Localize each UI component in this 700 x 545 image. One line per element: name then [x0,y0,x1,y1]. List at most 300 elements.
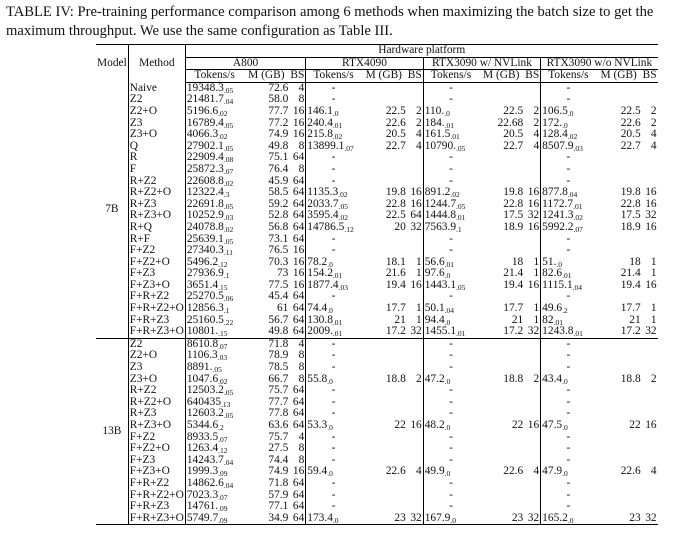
memory-cell [361,118,407,130]
cell-value: 16 [292,129,305,141]
cell-value: 49.8 [268,326,289,338]
cell-std: .0 [327,306,333,315]
cell-std: .03 [573,143,583,153]
batch-size-cell [407,118,423,130]
tokens-cell [185,257,243,269]
tokens-cell [423,82,478,94]
cell-value: 16 [645,198,657,210]
cell-std: .02 [218,132,228,141]
cell-value: - [449,362,453,374]
batch-size-cell [407,268,423,280]
cell-value: 32 [645,512,657,524]
method-cell: Q [128,141,185,153]
memory-cell [478,199,524,211]
batch-size-cell [642,129,658,141]
cell-std: .0 [332,108,339,118]
cell-value: 22.8 [503,198,524,210]
tokens-cell [185,374,243,386]
cell-value: 5992.2 [542,221,574,233]
memory-cell [478,176,524,188]
tokens-cell [306,432,361,444]
header-model: Model [96,45,128,83]
header-platform-rtx3090-nvlink: RTX3090 w/ NVLink [423,57,540,70]
cell-std: .07 [573,224,583,234]
cell-value: 215.8 [307,129,333,141]
tokens-cell [423,501,478,513]
tokens-cell [541,490,596,502]
cell-value: 1 [416,256,422,268]
batch-size-cell [407,466,423,478]
cell-value: - [449,408,453,420]
cell-value: 128.4 [542,129,568,141]
cell-value: 66.7 [268,373,289,385]
method-cell: F+R+Z3 [128,315,185,327]
memory-cell [478,268,524,280]
cell-value: 57.9 [268,489,289,501]
cell-value: - [331,489,336,501]
batch-size-cell [289,291,305,303]
cell-value: 77.7 [268,396,289,408]
batch-size-cell [524,82,540,94]
tokens-cell [185,303,243,315]
batch-size-cell [407,350,423,362]
tokens-cell [306,199,361,211]
tokens-cell [423,291,478,303]
memory-cell [361,94,407,106]
tokens-cell [423,513,478,525]
cell-value: 22.7 [503,140,524,152]
method-cell: R+Z2+O [128,397,185,409]
cell-value: - [566,385,571,397]
tokens-cell [185,245,243,257]
cell-value: 8 [298,443,305,455]
memory-cell [478,164,524,176]
batch-size-cell [289,443,305,455]
cell-value: 173.4 [307,512,333,524]
method-cell: Z3 [128,118,185,130]
method-cell: Z2 [128,338,185,350]
batch-size-cell [642,397,658,409]
cell-std: .03 [223,213,234,222]
batch-size-cell [524,280,540,292]
cell-value: 25872.3 [186,163,224,175]
batch-size-cell [407,408,423,420]
tokens-cell [541,94,596,106]
cell-value: 74.4 [268,454,289,466]
cell-std: .01 [332,120,343,130]
tokens-cell [423,466,478,478]
method-cell: R+Z3 [128,199,185,211]
tokens-cell [423,420,478,432]
memory-cell [478,397,524,409]
tokens-cell [185,362,243,374]
batch-size-cell [524,164,540,176]
tokens-cell [306,501,361,513]
tokens-cell [306,82,361,94]
cell-value: 8 [298,373,305,385]
memory-cell [361,141,407,153]
method-cell: R+Q [128,222,185,234]
method-cell: R+Z2 [128,385,185,397]
tokens-cell [306,397,361,409]
cell-value: 27340.3 [186,245,224,257]
cell-value: 63.6 [268,420,289,431]
cell-value: 130.8 [307,314,333,326]
cell-value: 16789.4 [186,117,224,129]
memory-cell [478,420,524,432]
cell-value: 16 [527,198,540,210]
cell-value: 1444.8 [424,210,457,222]
method-cell: Naive [128,82,185,94]
batch-size-cell [524,210,540,222]
cell-value: - [449,163,453,175]
cell-std: .2 [218,423,224,432]
table-row [96,118,658,130]
batch-size-cell [407,291,423,303]
tokens-cell [185,141,243,153]
cell-std: .02 [567,132,578,141]
table-row [96,82,658,94]
cell-value: 71.8 [268,477,289,489]
cell-value: 94.4 [424,314,445,326]
tokens-cell [423,315,478,327]
memory-cell [478,187,524,199]
memory-cell [596,106,642,118]
cell-value: 167.9 [424,512,451,524]
cell-std: .01 [562,271,572,280]
batch-size-header: BS [642,69,657,82]
cell-value: 1115.1 [542,279,573,291]
tokens-cell [306,513,361,525]
memory-cell [243,315,289,327]
tokens-cell [306,222,361,234]
memory-cell [478,303,524,315]
cell-value: 17.2 [503,326,524,338]
tokens-cell [306,280,361,292]
method-cell: F+R+Z3+O [129,512,184,524]
cell-value: 22.6 [385,117,406,129]
table-row [96,501,658,513]
memory-cell [478,222,524,234]
cell-value: 16 [292,279,305,291]
cell-value: 73 [276,268,289,280]
table-row [96,152,658,164]
memory-cell [243,106,289,118]
cell-value: 22.7 [385,140,406,152]
memory-cell [243,513,289,525]
batch-size-cell [642,94,658,106]
cell-value: - [331,245,336,257]
cell-std: .0 [567,108,574,118]
cell-value: - [566,152,571,164]
memory-cell [596,501,642,513]
cell-value: - [449,396,453,408]
cell-value: 16 [645,420,657,431]
cell-value: 1999.3 [186,466,219,478]
table-row [96,374,658,386]
table-row [96,257,658,269]
cell-value: 18.8 [503,373,524,385]
memory-cell [243,385,289,397]
method-cell: R+Z3+O [128,420,185,432]
batch-size-cell [289,210,305,222]
memory-cell [361,455,407,467]
batch-size-cell [524,268,540,280]
memory-cell [361,303,407,315]
cell-value: - [449,489,453,501]
cell-value: - [566,477,571,489]
batch-size-cell [642,374,658,386]
cell-std: .05 [456,282,466,292]
tokens-cell [541,455,596,467]
memory-cell [478,106,524,118]
batch-size-cell [289,501,305,513]
cell-value: 22.6 [620,466,641,478]
cell-value: 1243.8 [542,326,574,338]
batch-size-cell [642,199,658,211]
cell-value: 51. [542,256,557,268]
memory-cell [596,455,642,467]
batch-size-cell [642,455,658,467]
method-cell: F+Z3 [128,268,185,280]
batch-size-cell [642,350,658,362]
memory-cell [596,257,642,269]
cell-std: .0 [567,515,574,525]
table-row [96,176,658,188]
cell-std: .01 [456,213,466,222]
cell-value: 45.9 [268,175,289,187]
memory-cell [596,118,642,130]
cell-std: .12 [218,259,228,269]
tokens-cell [423,408,478,420]
method-cell: F+Z3+O [128,280,185,292]
cell-value: 16 [292,268,305,280]
memory-cell [243,490,289,502]
memory-cell [596,385,642,397]
cell-value: 16 [527,187,540,199]
method-cell: Z2 [128,94,185,106]
tokens-cell [306,106,361,118]
cell-value: 23 [629,512,641,524]
cell-value: 19.4 [503,279,524,291]
tokens-cell [185,234,243,246]
cell-value: 59.2 [268,198,289,210]
memory-cell [361,362,407,374]
batch-size-cell [407,199,423,211]
memory-cell [478,82,524,94]
batch-size-cell [289,94,305,106]
cell-value: 1 [416,314,422,326]
batch-size-cell [524,478,540,490]
tokens-cell [541,385,596,397]
batch-size-cell [642,478,658,490]
memory-cell [478,443,524,455]
cell-value: 64 [292,152,305,164]
cell-value: 18.9 [620,221,641,233]
cell-value: - [566,163,571,175]
memory-cell [478,245,524,257]
cell-value: 75.7 [268,431,289,443]
cell-std: .0 [327,259,333,269]
cell-value: 21 [394,314,406,326]
cell-value: 16 [292,117,305,129]
memory-cell [361,350,407,362]
cell-std: .0 [562,120,568,130]
memory-cell [361,280,407,292]
cell-value: 16 [410,279,422,291]
cell-std: .02 [338,213,348,222]
cell-std: .02 [223,224,234,234]
cell-value: 4 [650,129,657,141]
memory-cell [361,291,407,303]
batch-size-cell [289,338,305,350]
memory-cell [243,141,289,153]
batch-size-cell [524,222,540,234]
cell-std: .01 [444,120,455,130]
cell-std: .0 [444,317,451,327]
batch-size-cell [289,129,305,141]
cell-value: - [566,233,571,245]
memory-cell [361,129,407,141]
cell-std: .15 [218,329,228,339]
memory-cell [243,199,289,211]
cell-value: 16 [410,198,422,210]
batch-size-cell [289,397,305,409]
cell-std: .22 [223,317,234,327]
tokens-cell [185,82,243,94]
batch-size-cell [407,362,423,374]
cell-value: 56.6 [424,256,445,268]
batch-size-cell [524,466,540,478]
cell-value: 71.8 [268,338,289,350]
cell-value: 32 [410,512,422,524]
cell-std: .04 [444,306,455,315]
cell-value: 14786.5 [307,221,345,233]
memory-cell [243,176,289,188]
tokens-cell [185,338,243,350]
cell-value: 3595.4 [307,210,339,222]
tokens-cell [541,397,596,409]
cell-value: - [449,431,453,443]
cell-value: 55.8 [307,373,328,385]
memory-cell [596,82,642,94]
batch-size-cell [642,106,658,118]
tokens-cell [541,513,596,525]
tokens-cell [541,501,596,513]
memory-cell [361,443,407,455]
tokens-cell [185,118,243,130]
batch-size-cell [407,513,423,525]
method-cell: F+R+Z3 [128,501,185,513]
header-platform-a800: A800 [185,57,305,70]
tokens-cell [541,164,596,176]
cell-value: 74.9 [268,129,289,141]
cell-value: - [449,82,453,94]
batch-size-cell [524,326,540,338]
memory-cell [596,187,642,199]
cell-std: .3 [223,190,230,199]
batch-size-cell [642,234,658,246]
cell-value: 10790. [424,140,457,152]
cell-value: - [449,245,453,257]
memory-cell [596,291,642,303]
method-cell: Z2+O [128,106,185,118]
batch-size-cell [289,478,305,490]
cell-value: 64 [292,210,305,222]
cell-value: 7563.9 [424,221,457,233]
table-row [96,315,658,327]
cell-value: 22.5 [620,105,641,117]
cell-value: 16 [527,420,540,431]
batch-size-cell [642,82,658,94]
cell-value: 1106.3 [186,350,218,362]
cell-value: 165.2 [542,512,568,524]
memory-cell [361,501,407,513]
batch-size-cell [642,408,658,420]
cell-std: .12 [344,224,354,234]
batch-size-cell [407,164,423,176]
cell-value: 21.4 [503,268,524,280]
cell-value: - [566,362,571,374]
model-label: 13B [96,338,128,525]
cell-value: 1 [533,314,540,326]
cell-value: 64 [292,477,305,489]
tokens-cell [185,490,243,502]
cell-value: 18.9 [503,221,524,233]
batch-size-cell [289,374,305,386]
cell-value: 59.4 [307,466,328,478]
batch-size-header: BS [407,69,422,82]
cell-value: 61 [276,303,289,315]
memory-cell [596,338,642,350]
table-row [96,443,658,455]
batch-size-cell [642,501,658,513]
cell-value: - [566,94,571,106]
tokens-cell [423,338,478,350]
cell-std: .05 [212,365,222,374]
tokens-header: Tokens/s [423,70,478,83]
memory-cell [478,280,524,292]
cell-value: 106.5 [542,105,568,117]
tokens-cell [423,164,478,176]
cell-value: - [449,350,453,362]
cell-std: .05 [223,388,234,397]
cell-std: .02 [218,108,228,118]
cell-std: .15 [218,282,228,292]
cell-value: 22.5 [385,105,406,117]
cell-value: 8 [298,362,305,374]
tokens-cell [306,350,361,362]
tokens-cell [185,152,243,164]
memory-cell [478,234,524,246]
cell-std: .0 [444,469,451,478]
cell-std: .04 [567,190,578,199]
cell-value: 75.1 [268,152,289,164]
cell-std: .09 [218,504,228,513]
batch-size-cell [289,303,305,315]
tokens-cell [185,164,243,176]
memory-cell [478,478,524,490]
memory-cell [243,466,289,478]
cell-std: .04 [572,282,583,292]
memory-cell [478,326,524,338]
cell-std: .12 [218,446,228,455]
cell-value: 16 [410,420,422,431]
cell-value: 64 [292,396,305,408]
batch-size-cell [407,141,423,153]
memory-cell [243,257,289,269]
cell-value: 52.8 [268,210,289,222]
